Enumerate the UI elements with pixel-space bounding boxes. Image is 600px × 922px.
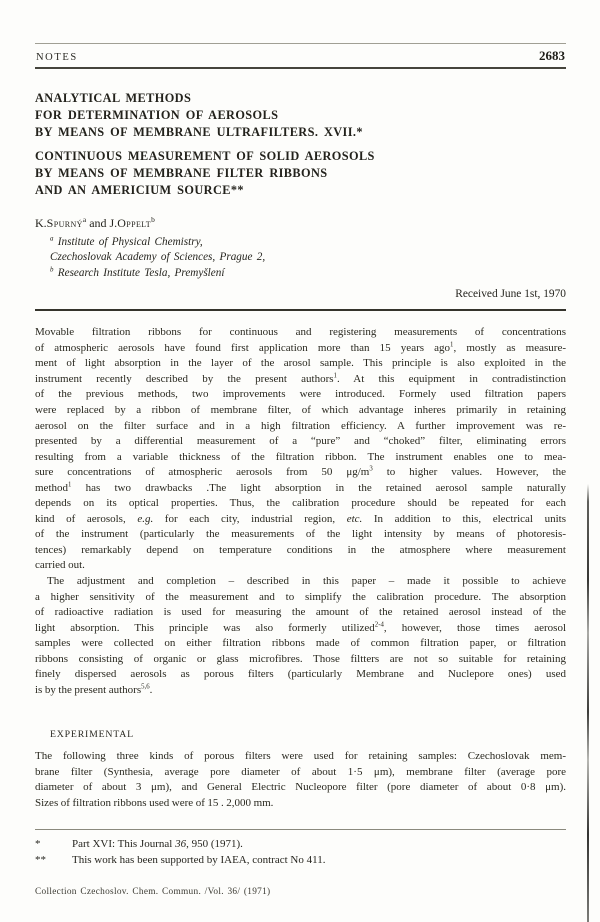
text-line: AND AN AMERICIUM SOURCE** bbox=[35, 183, 244, 197]
page-number: 2683 bbox=[539, 48, 565, 63]
article-subtitle bbox=[35, 148, 566, 199]
text-line: light absorption. This principle was also formerly utilized$^{2-4}$, however, those times aerosol bbox=[35, 620, 566, 634]
text-line: ANALYTICAL METHODS bbox=[35, 91, 192, 105]
text-line: Movable filtration ribbons for continuous and registering measurements of concentrations bbox=[35, 326, 566, 339]
text-line: BY MEANS OF MEMBRANE FILTER RIBBONS bbox=[35, 166, 328, 180]
footnote-row bbox=[35, 836, 566, 853]
text-line: is by the present authors$^{5,6}$. bbox=[35, 683, 153, 696]
text-line: of the instrument (particularly the measurements of the light intensity by means of photoresis- bbox=[35, 528, 566, 541]
text-line: brane filter (Synthesia, average pore diameter of about 1·5 μm), membrane filter (average pore bbox=[35, 765, 566, 778]
paragraph-2 bbox=[35, 574, 566, 698]
text-line: $^b$ Research Institute Tesla, Premyšlení bbox=[50, 265, 225, 279]
text-line: ment of light absorption in the layer of the arosol sample. This principle is also exploited in the bbox=[35, 357, 566, 370]
text-line: resulting from a variable thickness of the filtration ribbon. The instrument enables one to mea- bbox=[35, 450, 566, 463]
footnote-text: This work has been supported by IAEA, contract No 411. bbox=[72, 854, 326, 867]
text-line: method$^1$ has two drawbacks .The light absorption in the retained aerosol sample naturally bbox=[35, 481, 566, 494]
text-line: BY MEANS OF MEMBRANE ULTRAFILTERS. XVII.* bbox=[35, 125, 363, 139]
text-line: tences) remarkably depend on temperature conditions in the atmosphere where measurement bbox=[35, 543, 566, 556]
text-line: presented by a differential measurement of a “pure” and “choked” filter, eliminating errors bbox=[35, 435, 566, 448]
text-line: The following three kinds of porous filters were used for retaining samples: Czechoslovak mem- bbox=[35, 750, 566, 763]
scan-artifact-line bbox=[587, 484, 589, 922]
text-line: finely dispersed aerosols as porous filters (particularly Membrane and Nuclepore ones) used bbox=[35, 668, 566, 681]
experimental-paragraph bbox=[35, 749, 566, 811]
text-line: of atmospheric aerosols have found first application more than 15 years ago$^1$, mostly as measure- bbox=[35, 341, 566, 354]
text-line: Czechoslovak Academy of Sciences, Prague 2, bbox=[50, 251, 266, 264]
series-title bbox=[35, 90, 566, 141]
footnote-symbol: ** bbox=[35, 854, 46, 867]
received-date: Received June 1st, 1970 bbox=[455, 288, 566, 301]
footnote-symbol: * bbox=[35, 837, 41, 850]
text-line: diameter of about 3 μm), and General Electric Nucleopore filter (pore diameter of about 0·8 μm). bbox=[35, 781, 566, 794]
text-line: aerosol on the filter surface and in a high filtration efficiency. A further improvement was re- bbox=[35, 419, 566, 432]
text-line: kind of aerosols, e.g. for each city, industrial region, etc. In addition to this, electrical units bbox=[35, 512, 566, 525]
section-heading-experimental: EXPERIMENTAL bbox=[50, 729, 134, 741]
text-line: instrument recently described by the present authors$^1$. At this equipment in contradistinction bbox=[35, 372, 566, 385]
article-body bbox=[35, 325, 566, 811]
text-line: of radioactive radiation is used for measuring the amount of the retained aerosol instead of the bbox=[35, 606, 566, 619]
text-line: were replaced by a ribbon of membrane filter, of which advantage inheres primarily in retaining bbox=[35, 403, 566, 416]
page-content bbox=[35, 0, 566, 897]
article-title-block bbox=[35, 90, 566, 199]
section-label: NOTES bbox=[36, 52, 78, 63]
text-line: of the previous methods, two improvements were introduced. Formely used filtration papers bbox=[35, 388, 566, 401]
footnote-rule bbox=[35, 829, 566, 830]
footnotes bbox=[35, 836, 566, 870]
text-line: The adjustment and completion – described in this paper – made it possible to achieve bbox=[47, 574, 566, 587]
running-head-row bbox=[35, 44, 566, 67]
text-line: samples were collected on either filtration ribbons made of common filtration paper, or filtration bbox=[35, 637, 566, 650]
text-line: FOR DETERMINATION OF AEROSOLS bbox=[35, 108, 279, 122]
text-line: carried out. bbox=[35, 559, 85, 572]
header-rule bbox=[35, 309, 566, 311]
affiliations bbox=[50, 235, 566, 281]
text-line: $^a$ Institute of Physical Chemistry, bbox=[50, 234, 203, 248]
authors-line: K.Spurný$^a$ and J.Oppelt$^b$ bbox=[35, 215, 155, 230]
footnote-text: Part XVI: This Journal 36, 950 (1971). bbox=[72, 837, 243, 850]
text-line: a higher sensitivity of the measurement and to simplify the calibration procedure. The absorption bbox=[35, 590, 566, 603]
paragraph-1 bbox=[35, 325, 566, 574]
text-line: sure concentrations of atmospheric aerosols from 50 $\mu g/m^3$ to higher values. However, the bbox=[35, 465, 566, 479]
text-line: ribbons consisting of organic or glass microfibres. Those filtters are not so suitable for retaining bbox=[35, 652, 566, 665]
journal-footer: Collection Czechoslov. Chem. Commun. /Vol. 36/ (1971) bbox=[35, 887, 271, 898]
text-line: depends on its optical properties. Thus, the calibration procedure should be repeated for each bbox=[35, 497, 566, 510]
text-line: Sizes of filtration ribbons used were of 15 . 2,000 mm. bbox=[35, 796, 274, 809]
footnote-row bbox=[35, 852, 566, 869]
running-head bbox=[35, 43, 566, 69]
text-line: CONTINUOUS MEASUREMENT OF SOLID AEROSOLS bbox=[35, 149, 375, 163]
